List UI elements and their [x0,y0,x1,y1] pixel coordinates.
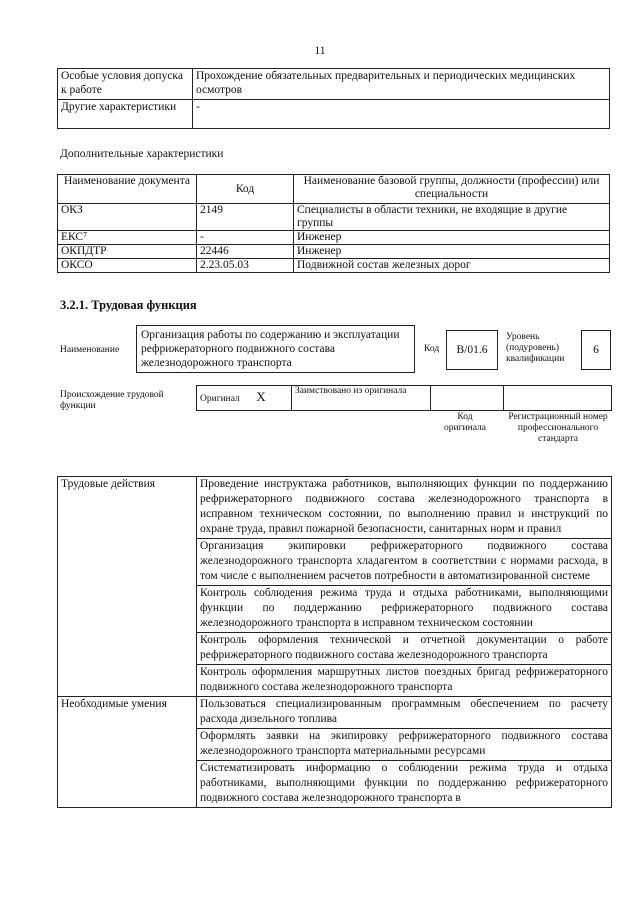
code-origin-caption: Код оригинала [444,412,486,433]
header-code: Код [197,175,294,204]
doc-cell: ОКПДТР [58,245,197,259]
doc-cell: ОКЗ [58,204,197,231]
code-cell: 22446 [197,245,294,259]
table-row [197,386,612,411]
skill-item: Систематизировать информацию о соблюдении режима труда и отдыха работниками, выполняющими функции по поддержанию рефрижераторного подвижного состава железнодорожного транспорта в [197,761,612,808]
function-code-label: Код [424,344,440,354]
other-characteristics-label: Другие характеристики [58,100,193,129]
function-name-value: Организация работы по содержанию и эксплуатации рефрижераторного подвижного состава железнодорожного транспорта [136,325,415,373]
table-row [58,100,610,129]
function-code-value: B/01.6 [446,330,498,370]
table-row [58,245,610,259]
doc-cell: ЕКС⁷ [58,231,197,245]
table-row [58,204,610,231]
conditions-table [57,68,610,129]
skill-item: Пользоваться специализированным программным обеспечением по расчету расхода дизельного топлива [197,697,612,729]
header-doc: Наименование документа [58,175,197,204]
page-number: 11 [314,45,326,57]
additional-table [57,174,610,273]
table-row [58,69,610,100]
skill-item: Оформлять заявки на экипировку рефрижераторного подвижного состава железнодорожного транспорта материальными ресурсами [197,729,612,761]
special-conditions-label: Особые условия допуска к работе [58,69,193,100]
reg-number-cell [504,386,612,411]
labor-action-item: Организация экипировки рефрижераторного подвижного состава железнодорожного транспорта хладагентом в соответствии с нормами расхода, в том числе с выполнением расчетов потребности в автоматизированной системе [197,539,612,586]
name-cell: Инженер [294,245,610,259]
labor-actions-label: Трудовые действия [58,477,197,697]
code-cell: 2.23.05.03 [197,259,294,273]
original-mark: X [256,389,266,404]
skills-label: Необходимые умения [58,697,197,808]
table-row [58,259,610,273]
labor-action-item: Контроль оформления технической и отчетной документации о работе рефрижераторного подвижного состава железнодорожного транспорта [197,633,612,665]
table-row [58,477,612,539]
original-label-text: Оригинал [200,394,240,404]
labor-action-item: Проведение инструктажа работников, выполняющих функции по поддержанию рефрижераторного подвижного состава железнодорожного транспорта в исправном техническом состоянии, по выполнению правил и инструкций по охране труда, правил пожарной безопасности, санитарных норм и правил [197,477,612,539]
main-table [57,476,612,808]
labor-action-item: Контроль оформления маршрутных листов поездных бригад рефрижераторного подвижного состава железнодорожного транспорта [197,665,612,697]
code-cell: 2149 [197,204,294,231]
section-title: 3.2.1. Трудовая функция [60,298,197,312]
function-name-label: Наименование [60,345,120,355]
table-row [58,231,610,245]
origin-label: Происхождение трудовой функции [60,390,164,411]
additional-title: Дополнительные характеристики [60,148,224,160]
doc-cell: ОКСО [58,259,197,273]
code-origin-cell [431,386,504,411]
table-header-row [58,175,610,204]
function-level-label: Уровень (подуровень) квалификации [506,332,565,364]
function-level-value: 6 [581,330,611,370]
original-label [197,386,292,411]
table-row [58,697,612,729]
labor-action-item: Контроль соблюдения режима труда и отдыха работниками, выполняющими функции по поддержанию рефрижераторного подвижного состава железнодорожного транспорта в исправном техническом состоянии [197,586,612,633]
reg-number-caption: Регистрационный номер профессионального стандарта [508,412,608,444]
borrowed-label: Заимствовано из оригинала [292,386,431,411]
name-cell: Специалисты в области техники, не входящие в другие группы [294,204,610,231]
name-cell: Подвижной состав железных дорог [294,259,610,273]
code-cell: - [197,231,294,245]
other-characteristics-value: - [193,100,610,129]
header-name: Наименование базовой группы, должности (профессии) или специальности [294,175,610,204]
special-conditions-value: Прохождение обязательных предварительных и периодических медицинских осмотров [193,69,610,100]
name-cell: Инженер [294,231,610,245]
origin-table [196,385,612,411]
